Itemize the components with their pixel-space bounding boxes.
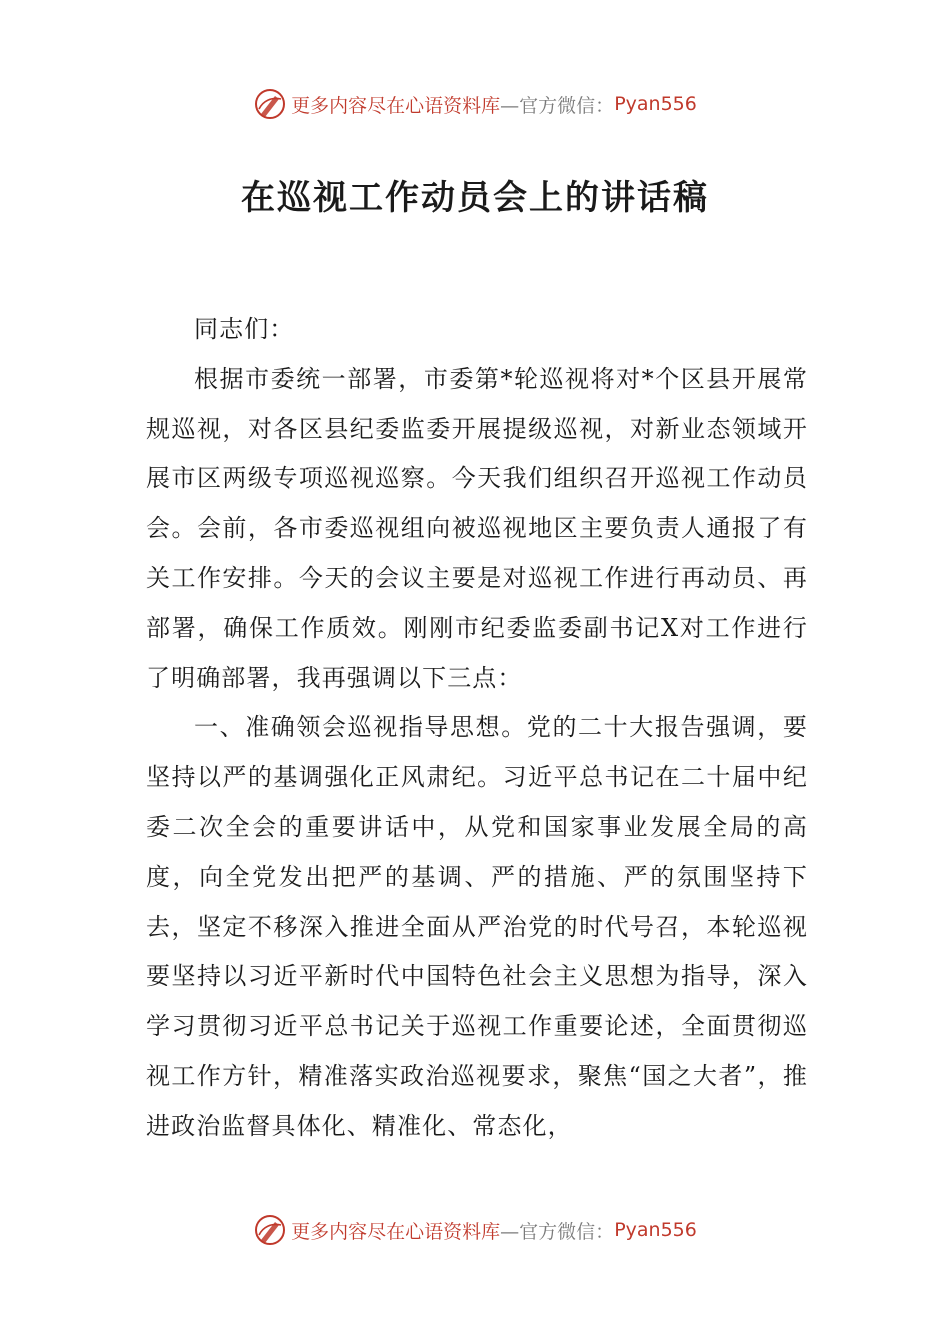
banner-sub-text: —官方微信： xyxy=(500,1220,615,1243)
paragraph: 根据市委统一部署，市委第*轮巡视将对*个区县开展常规巡视，对各区县纪委监委开展提级巡视，对新业态领域开展市区两级专项巡视巡察。今天我们组织召开巡视工作动员会。会前，各市委巡视组向被巡视地区主要负责人通报了有关工作安排。今天的会议主要是对巡视工作进行再动员、再部署，确保工作质效。刚刚市纪委监委副书记X对工作进行了明确部署，我再强调以下三点： xyxy=(146,364,808,692)
pen-logo-icon xyxy=(253,87,287,121)
pen-logo-icon xyxy=(253,1213,287,1247)
footer-banner xyxy=(0,1208,950,1252)
greeting: 同志们： xyxy=(194,315,295,343)
header-banner xyxy=(0,82,950,126)
paragraph: 一、准确领会巡视指导思想。党的二十大报告强调，要坚持以严的基调强化正风肃纪。习近平总书记在二十届中纪委二次全会的重要讲话中，从党和国家事业发展全局的高度，向全党发出把严的基调、严的措施、严的氛围坚持下去，坚定不移深入推进全面从严治党的时代号召，本轮巡视要坚持以习近平新时代中国特色社会主义思想为指导，深入学习贯彻习近平总书记关于巡视工作重要论述，全面贯彻巡视工作方针，精准落实政治巡视要求，聚焦“国之大者”，推进政治监督具体化、精准化、常态化， xyxy=(146,713,808,1140)
banner-wechat-id: Pyan556 xyxy=(614,93,697,115)
banner-main-text: 更多内容尽在心语资料库 xyxy=(291,94,501,117)
banner-main-text: 更多内容尽在心语资料库 xyxy=(291,1220,501,1243)
document-body xyxy=(146,305,808,1152)
document-title: 在巡视工作动员会上的讲话稿 xyxy=(241,178,709,218)
banner-sub-text: —官方微信： xyxy=(500,94,615,117)
banner-wechat-id: Pyan556 xyxy=(614,1219,697,1241)
